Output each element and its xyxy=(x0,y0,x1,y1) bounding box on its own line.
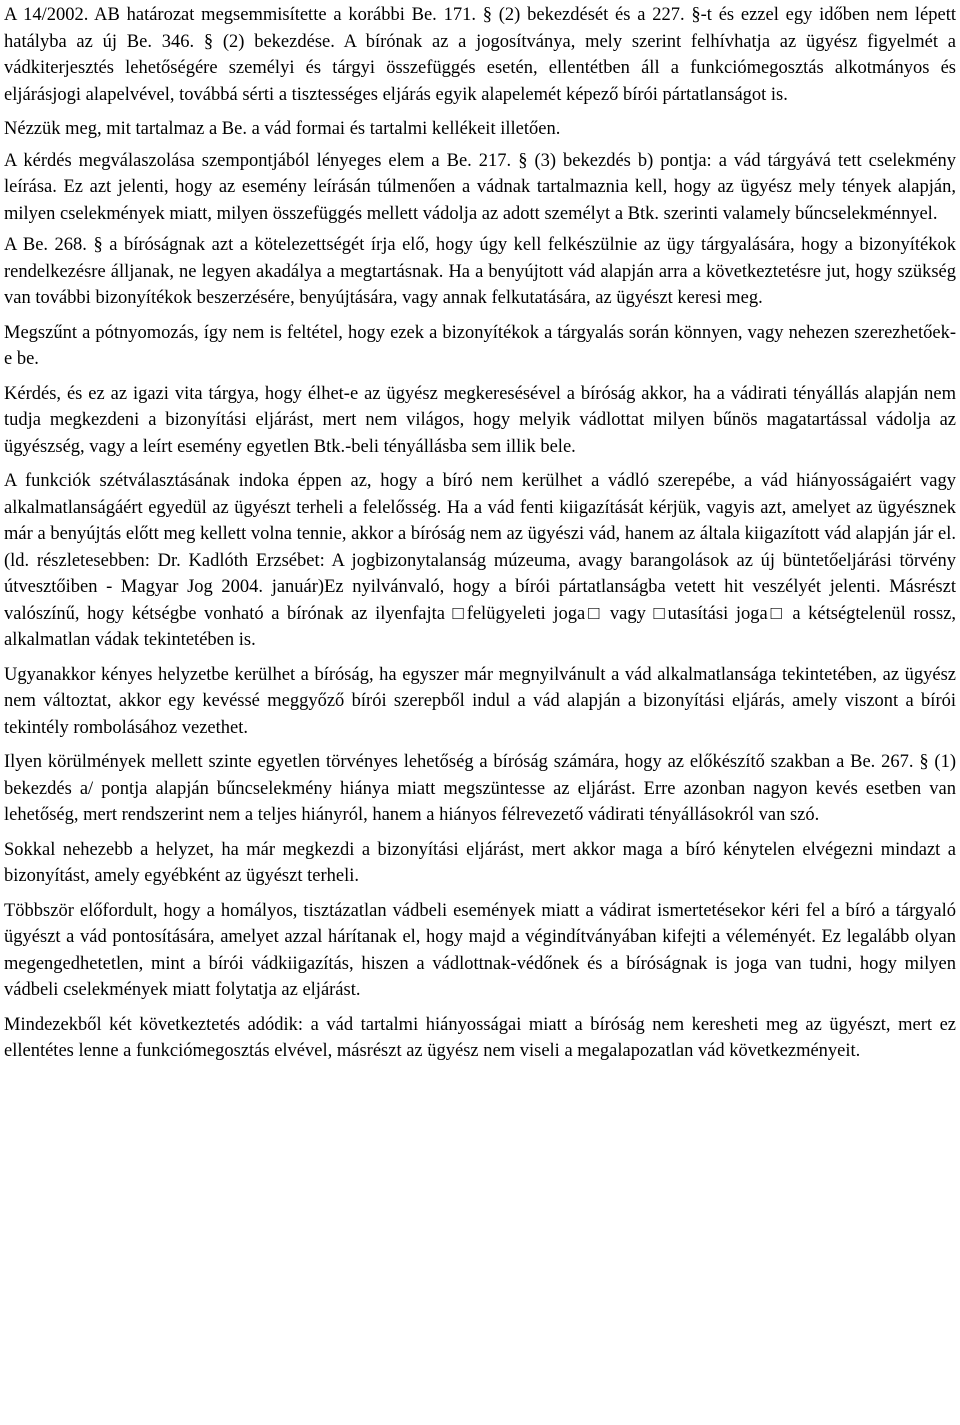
paragraph-4: A Be. 268. § a bíróságnak azt a kötelezettségét írja elő, hogy úgy kell felkészülnie az ügy tárgyalására, hogy a bizonyítékok rendelkezésre álljanak, ne legyen akadálya a megtartásnak. Ha a benyújtott vád alapján arra a következtetésre jut, hogy szükség van további bizonyítékok beszerzésére, benyújtására, vagy annak felkutatására, az ügyészt keresi meg. xyxy=(4,235,956,308)
paragraph-10: Sokkal nehezebb a helyzet, ha már megkezdi a bizonyítási eljárást, mert akkor maga a bíró kénytelen elvégezni mindazt a bizonyítást, amely egyébként az ügyészt terheli. xyxy=(4,839,956,886)
paragraph-5: Megszűnt a pótnyomozás, így nem is feltétel, hogy ezek a bizonyítékok a tárgyalás során könnyen, vagy nehezen szerezhetőek-e be. xyxy=(4,322,956,369)
paragraph-3: A kérdés megválaszolása szempontjából lényeges elem a Be. 217. § (3) bekezdés b) pontja: a vád tárgyává tett cselekmény leírása. Ez azt jelenti, hogy az esemény leírásán túlmenően a vádnak tartalmaznia kell, hogy az ügyész mely tények alapján, milyen cselekmények miatt, milyen összefüggés mellett vádolja az adott személyt a Btk. szerinti valamely bűncselekménnyel. xyxy=(4,150,956,224)
paragraph-7: A funkciók szétválasztásának indoka éppen az, hogy a bíró nem kerülhet a vádló szerepébe, a vád hiányosságaiért vagy alkalmatlanságáért egyedül az ügyészt terheli a felelősség. Ha a vád fenti kiigazítását kérjük, vagyis azt, amelyet az ügyésznek már a benyújtás előtt meg kellett volna tennie, akkor a bíróság nem az ügyészi vád, hanem az általa kiigazított vád alapján jár el. (ld. részletesebben: Dr. Kadlóth Erzsébet: A jogbizonytalanság múzeuma, avagy barangolások az új büntetőeljárási törvény útvesztőiben - Magyar Jog 2004. január)Ez nyilvánvaló, hogy a bírói pártatlanságba vetett hit veszélyét jelenti. Másrészt valószínű, hogy kétségbe vonható a bírónak az ilyenfajta □felügyeleti joga□ vagy □utasítási joga□ a kétségtelenül rossz, alkalmatlan vádak tekintetében is. xyxy=(4,471,956,650)
paragraph-9: Ilyen körülmények mellett szinte egyetlen törvényes lehetőség a bíróság számára, hogy az előkészítő szakban a Be. 267. § (1) bekezdés a/ pontja alapján bűncselekmény hiánya miatt megszüntesse az eljárást. Erre azonban nagyon kevés esetben van lehetőség, mert rendszerint nem a teljes hiányról, hanem a hiányos félrevezető vádirati tényállásokról van szó. xyxy=(4,752,956,825)
paragraph-12: Mindezekből két következtetés adódik: a vád tartalmi hiányosságai miatt a bíróság nem keresheti meg az ügyészt, mert ez ellentétes lenne a funkciómegosztás elvével, másrészt az ügyész nem viseli a megalapozatlan vád következményeit. xyxy=(4,1014,956,1061)
paragraph-2: Nézzük meg, mit tartalmaz a Be. a vád formai és tartalmi kellékeit illetően. xyxy=(4,119,561,139)
paragraph-8: Ugyanakkor kényes helyzetbe kerülhet a bíróság, ha egyszer már megnyilvánult a vád alkalmatlansága tekintetében, az ügyész nem változtat, akkor egy kevéssé meggyőző bírói szerepből indul a vád alapján a bizonyítási eljárás, amely viszont a bírói tekintély rombolásához vezethet. xyxy=(4,664,956,738)
paragraph-1: A 14/2002. AB határozat megsemmisítette a korábbi Be. 171. § (2) bekezdését és a 227. §-t és ezzel egy időben nem lépett hatályba az új Be. 346. § (2) bekezdése. A bírónak az a jogosítványa, mely szerint felhívhatja az ügyész figyelmét a vádkiterjesztés lehetőségére személyi és tárgyi összefüggés esetén, ellentétben áll a funkciómegosztás alkotmányos és eljárásjogi alapelvével, továbbá sérti a tisztességes eljárás egyik alapelemét képező bírói pártatlanságot is. xyxy=(4,5,956,105)
document-page xyxy=(4,2,956,1073)
paragraph-6: Kérdés, és ez az igazi vita tárgya, hogy élhet-e az ügyész megkeresésével a bíróság akkor, ha a vádirati tényállás alapján nem tudja megkezdeni a bizonyítási eljárást, mert nem világos, hogy melyik vádlottat milyen bűnös magatartással vádolja az ügyészség, vagy a leírt esemény egyetlen Btk.-beli tényállásba sem illik bele. xyxy=(4,383,956,457)
paragraph-11: Többször előfordult, hogy a homályos, tisztázatlan vádbeli események miatt a vádirat ismertetésekor kéri fel a bíró a tárgyaló ügyészt a vád pontosítására, amelyet azzal hárítanak el, hogy majd a végindítványában kifejti a véleményét. Ez legalább olyan megengedhetetlen, mint a bírói vádkiigazítás, hiszen a vádlottnak-védőnek és a bíróságnak is joga van tudni, hogy milyen vádbeli cselekmények miatt folytatja az eljárást. xyxy=(4,900,956,1000)
